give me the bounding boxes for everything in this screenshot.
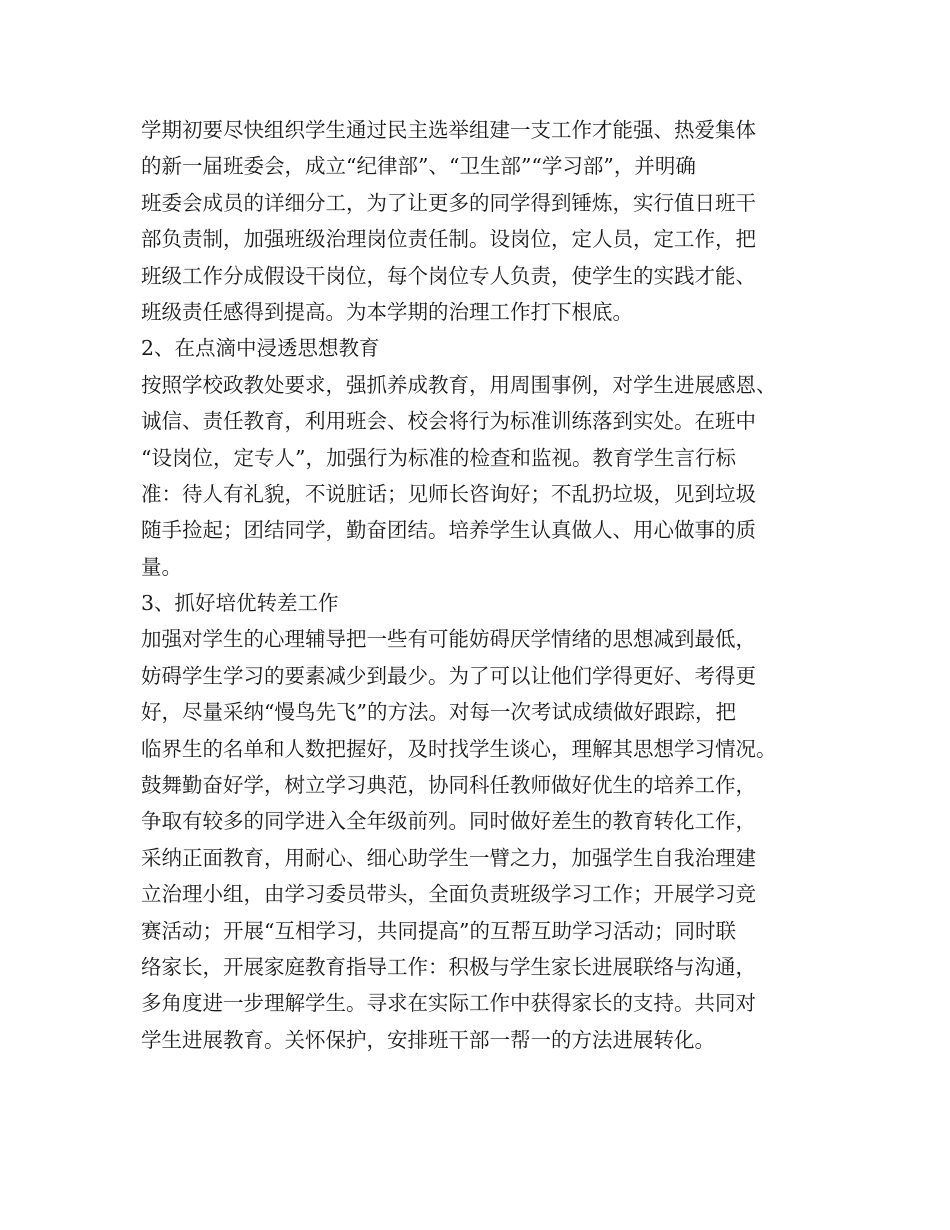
text-line: 赛活动；开展“互相学习，共同提高”的互帮互助学习活动；同时联 — [141, 918, 736, 943]
text-line: 随手捡起；团结同学，勤奋团结。培养学生认真做人、用心做事的质 — [141, 518, 756, 543]
text-line: 妨碍学生学习的要素减少到最少。为了可以让他们学得更好、考得更 — [141, 663, 756, 688]
text-line: 学生进展教育。关怀保护，安排班干部一帮一的方法进展转化。 — [141, 1027, 715, 1052]
text-line: 络家长，开展家庭教育指导工作：积极与学生家长进展联络与沟通， — [141, 954, 756, 979]
text-line: 班级工作分成假设干岗位，每个岗位专人负责，使学生的实践才能、 — [141, 263, 756, 288]
text-line: 加强对学生的心理辅导把一些有可能妨碍厌学情绪的思想减到最低， — [141, 627, 756, 652]
text-line: 班级责任感得到提高。为本学期的治理工作打下根底。 — [141, 299, 633, 324]
text-line: 诚信、责任教育，利用班会、校会将行为标准训练落到实处。在班中 — [141, 409, 756, 434]
section-heading: 2、在点滴中浸透思想教育 — [141, 336, 380, 361]
text-line: 争取有较多的同学进入全年级前列。同时做好差生的教育转化工作， — [141, 809, 756, 834]
text-line: 立治理小组，由学习委员带头，全面负责班级学习工作；开展学习竞 — [141, 882, 756, 907]
text-line: 班委会成员的详细分工，为了让更多的同学得到锤炼，实行值日班干 — [141, 190, 756, 215]
text-line: 按照学校政教处要求，强抓养成教育，用周围事例，对学生进展感恩、 — [141, 372, 777, 397]
text-line: 学期初要尽快组织学生通过民主选举组建一支工作才能强、热爱集体 — [141, 118, 756, 142]
text-line: 好，尽量采纳“慢鸟先飞”的方法。对每一次考试成绩做好跟踪，把 — [141, 700, 736, 725]
text-line: 准：待人有礼貌，不说脏话；见师长咨询好；不乱扔垃圾，见到垃圾 — [141, 481, 756, 506]
text-line: 量。 — [141, 554, 182, 579]
text-line: 部负责制，加强班级治理岗位责任制。设岗位，定人员，定工作，把 — [141, 227, 756, 252]
document-body — [141, 112, 841, 1058]
text-line: 临界生的名单和人数把握好，及时找学生谈心，理解其思想学习情况。 — [141, 736, 777, 761]
text-line: 的新一届班委会，成立“纪律部”、“卫生部”“学习部”，并明确 — [141, 154, 696, 179]
text-line: 采纳正面教育，用耐心、细心助学生一臂之力，加强学生自我治理建 — [141, 845, 756, 870]
text-line: 多角度进一步理解学生。寻求在实际工作中获得家长的支持。共同对 — [141, 991, 756, 1016]
section-heading: 3、抓好培优转差工作 — [141, 591, 339, 616]
text-line: “设岗位，定专人”，加强行为标准的检查和监视。教育学生言行标 — [141, 445, 736, 470]
text-line: 鼓舞勤奋好学，树立学习典范，协同科任教师做好优生的培养工作， — [141, 773, 756, 798]
